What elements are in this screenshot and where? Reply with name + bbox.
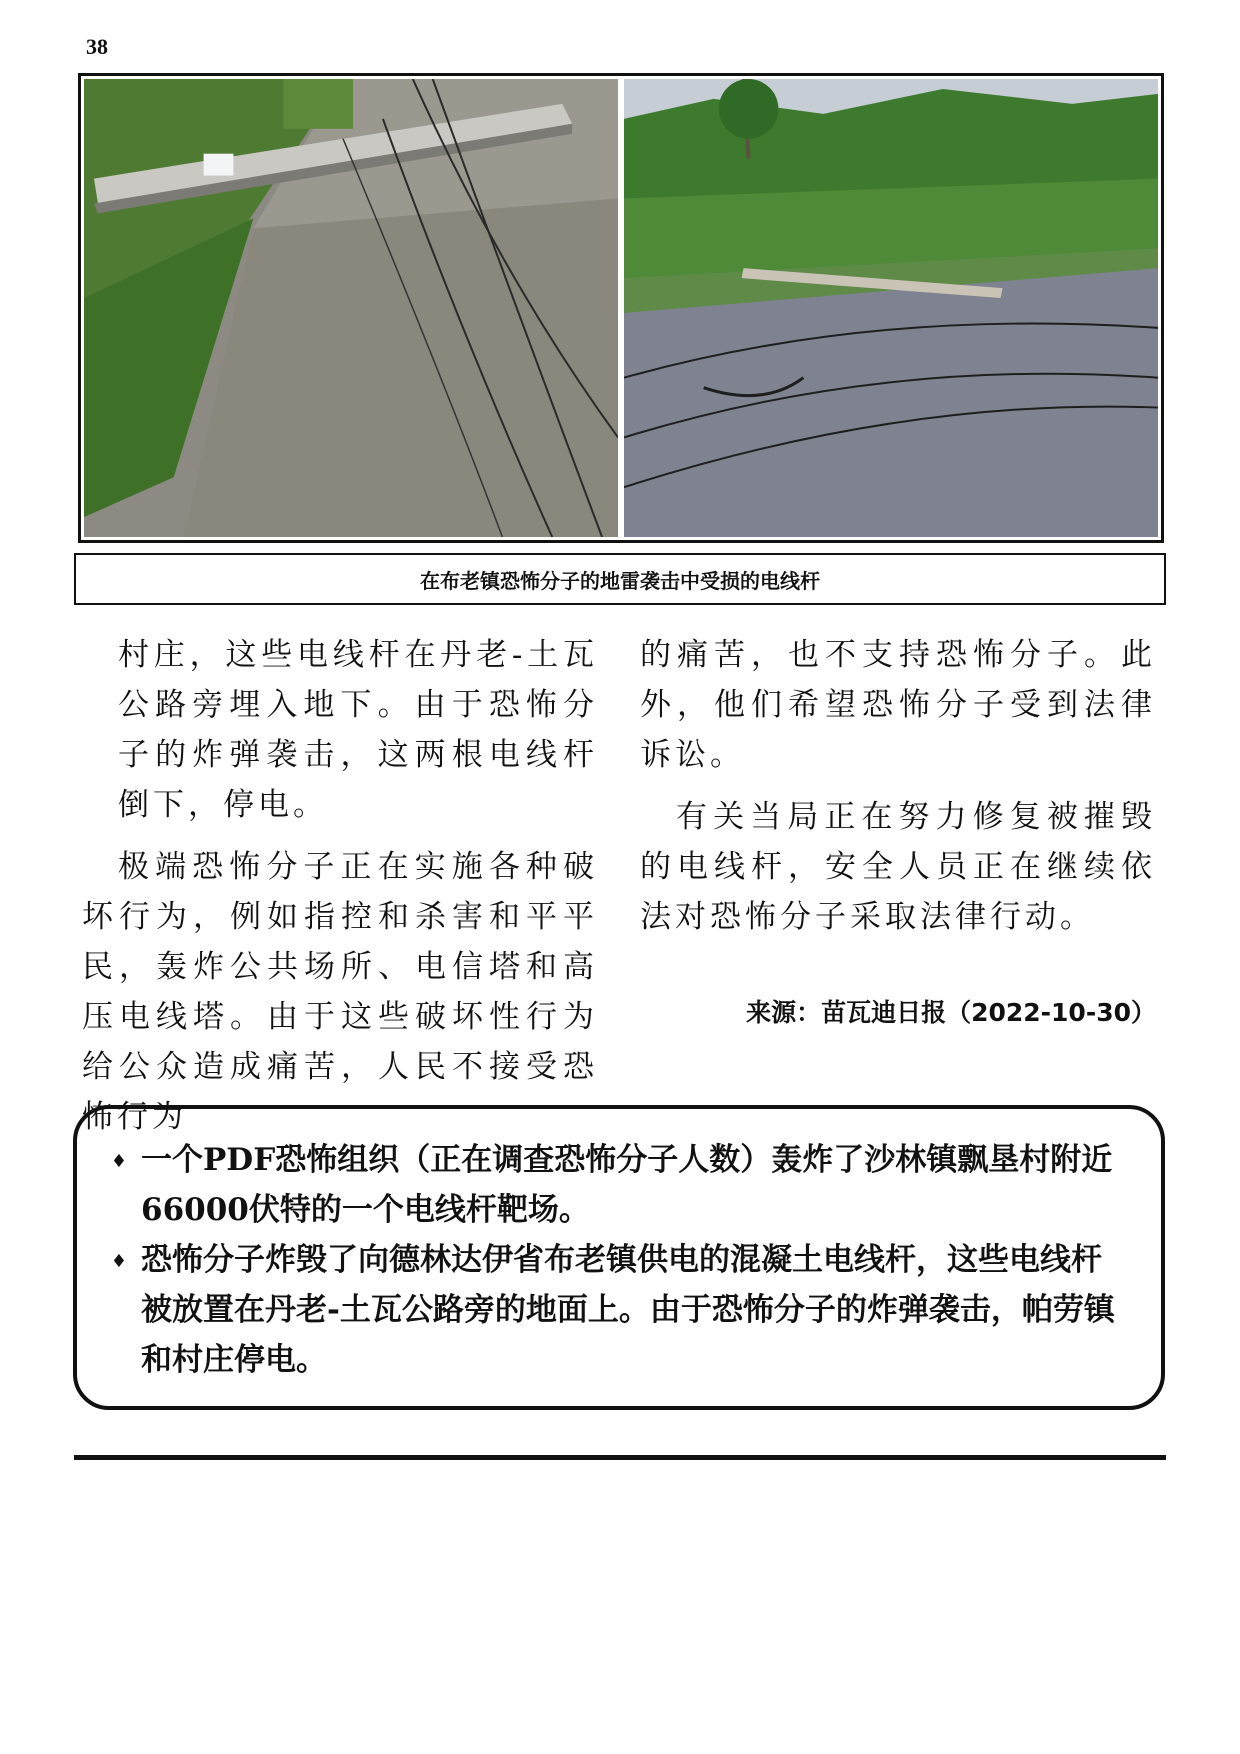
diamond-bullet-icon: ♦ [110, 1151, 128, 1172]
horizontal-divider [74, 1455, 1166, 1460]
photo-fallen-pole-road [624, 79, 1158, 537]
summary-box [73, 1105, 1165, 1410]
photo-caption: 在布老镇恐怖分子的地雷袭击中受损的电线杆 [74, 553, 1166, 605]
summary-bullet-item [97, 1135, 1131, 1235]
photo-fallen-pole-roadside [84, 79, 618, 537]
article-source: 来源：苗瓦迪日报（2022-10-30） [746, 998, 1156, 1027]
diamond-bullet-icon: ♦ [110, 1251, 128, 1272]
article-column-right [640, 630, 1156, 1038]
article-paragraph: 极端恐怖分子正在实施各种破坏行为，例如指控和杀害和平平民，轰炸公共场所、电信塔和高压电线塔。由于这些破坏性行为给公众造成痛苦，人民不接受恐怖行为 [82, 849, 598, 1135]
page-number: 38 [86, 34, 108, 59]
article-paragraph: 有关当局正在努力修复被摧毁的电线杆，安全人员正在继续依法对恐怖分子采取法律行动。 [640, 799, 1156, 935]
photo-frame [78, 73, 1164, 543]
summary-bullet-item [97, 1235, 1131, 1385]
article-paragraph: 的痛苦，也不支持恐怖分子。此外，他们希望恐怖分子受到法律诉讼。 [640, 637, 1156, 773]
summary-bullet-text: 一个PDF恐怖组织（正在调查恐怖分子人数）轰炸了沙林镇飘垦村附近66000伏特的一个电线杆靶场。 [141, 1142, 1113, 1228]
article-column-left [82, 630, 598, 1154]
summary-bullet-text: 恐怖分子炸毁了向德林达伊省布老镇供电的混凝土电线杆，这些电线杆被放置在丹老-土瓦公路旁的地面上。由于恐怖分子的炸弹袭击，帕劳镇和村庄停电。 [141, 1242, 1115, 1378]
article-paragraph: 村庄，这些电线杆在丹老-土瓦公路旁埋入地下。由于恐怖分子的炸弹袭击，这两根电线杆倒下，停电。 [118, 637, 598, 823]
